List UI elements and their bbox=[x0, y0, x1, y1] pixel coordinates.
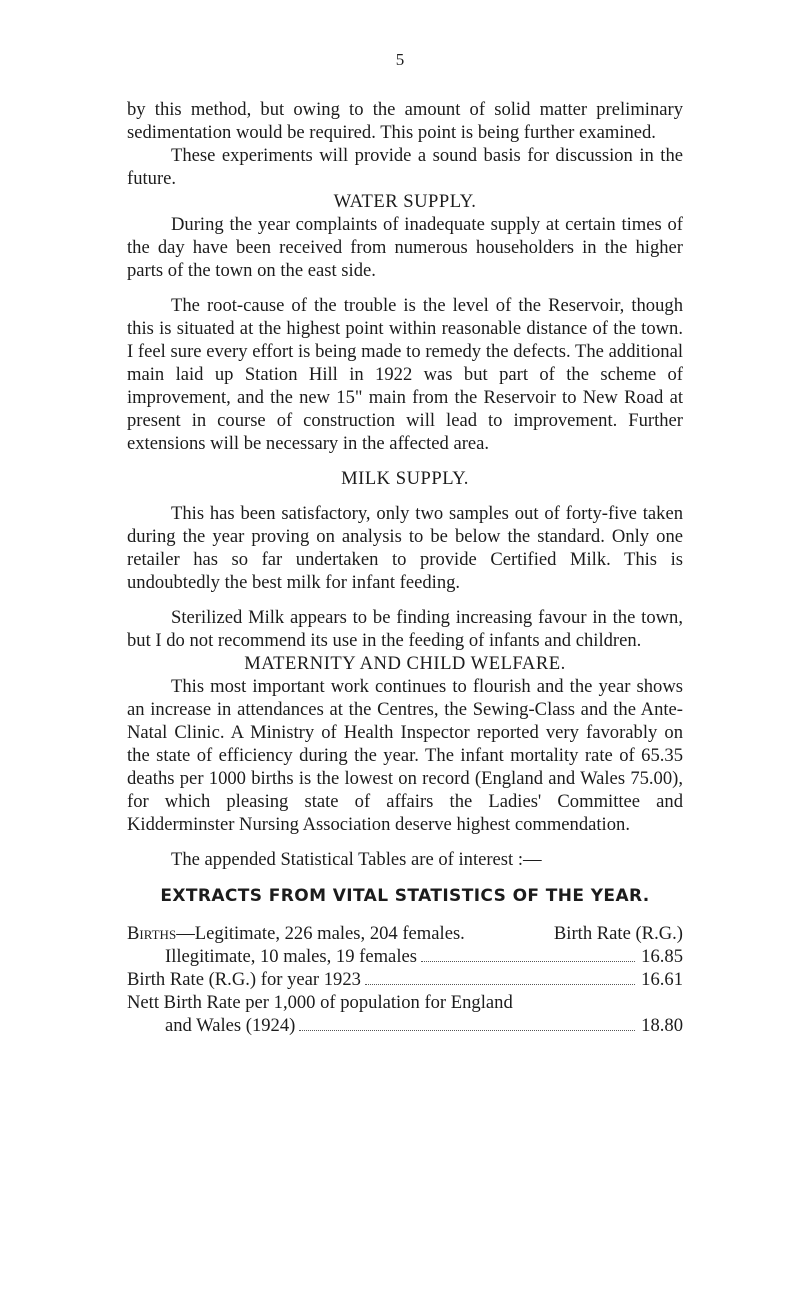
nett-birth-rate-line-1: Nett Birth Rate per 1,000 of population for England bbox=[127, 992, 513, 1013]
nett-birth-rate-row bbox=[127, 1014, 683, 1037]
births-line-1 bbox=[127, 922, 683, 945]
heading-milk-supply: MILK SUPPLY. bbox=[341, 468, 469, 489]
births-illegitimate: Illegitimate, 10 males, 19 females bbox=[165, 946, 417, 967]
page-number: 5 bbox=[395, 50, 405, 69]
paragraph-sedimentation: by this method, but owing to the amount of solid matter preliminary sedimentation would be required. This point is being further examined. bbox=[127, 99, 683, 143]
paragraph-root-cause: The root-cause of the trouble is the level of the Reservoir, though this is situated at the highest point within reasonable distance of the town. I feel sure every effort is being made to remedy the defects. The additional main laid up Station Hill in 1922 was but part of the scheme of improvement, and the new 15" main from the Reservoir to New Road at present in course of construction will lead to improvement. Further extensions will be necessary in the affected area. bbox=[127, 295, 683, 454]
birth-rate-value: 16.85 bbox=[641, 946, 683, 967]
paragraph-experiments: These experiments will provide a sound basis for discussion in the future. bbox=[127, 145, 683, 189]
birth-rate-1923-label: Birth Rate (R.G.) for year 1923 bbox=[127, 969, 361, 990]
heading-water-supply: WATER SUPPLY. bbox=[333, 191, 477, 212]
leader-dots bbox=[299, 1030, 635, 1031]
leader-dots bbox=[421, 961, 635, 962]
births-label: Births bbox=[127, 923, 177, 944]
birth-rate-1923-row bbox=[127, 968, 683, 991]
births-legitimate: —Legitimate, 226 males, 204 females. bbox=[176, 923, 465, 944]
text-column bbox=[127, 98, 683, 1037]
nett-birth-rate-value: 18.80 bbox=[641, 1015, 683, 1036]
heading-maternity: MATERNITY AND CHILD WELFARE. bbox=[244, 653, 566, 674]
nett-birth-rate-label: and Wales (1924) bbox=[165, 1015, 296, 1036]
heading-vital-statistics: EXTRACTS FROM VITAL STATISTICS OF THE YEAR. bbox=[160, 886, 650, 906]
births-line-2 bbox=[127, 945, 683, 968]
birth-rate-1923-value: 16.61 bbox=[641, 969, 683, 990]
birth-rate-header: Birth Rate (R.G.) bbox=[553, 923, 683, 944]
paragraph-milk-samples: This has been satisfactory, only two samples out of forty-five taken during the year proving on analysis to be below the standard. Only one retailer has so far undertaken to provide Certified Milk. This is undoubtedly the best milk for infant feeding. bbox=[127, 503, 683, 593]
paragraph-appended-tables: The appended Statistical Tables are of interest :— bbox=[171, 849, 542, 870]
leader-dots bbox=[365, 984, 635, 985]
paragraph-sterilized-milk: Sterilized Milk appears to be finding increasing favour in the town, but I do not recommend its use in the feeding of infants and children. bbox=[127, 607, 683, 651]
paragraph-complaints: During the year complaints of inadequate supply at certain times of the day have been received from numerous householders in the higher parts of the town on the east side. bbox=[127, 214, 683, 281]
paragraph-maternity-work: This most important work continues to flourish and the year shows an increase in attendances at the Centres, the Sewing-Class and the Ante-Natal Clinic. A Ministry of Health Inspector reported very favorably on the state of efficiency during the year. The infant mortality rate of 65.35 deaths per 1000 births is the lowest on record (England and Wales 75.00), for which pleasing state of affairs the Ladies' Committee and Kidderminster Nursing Association deserve highest commendation. bbox=[127, 676, 683, 835]
